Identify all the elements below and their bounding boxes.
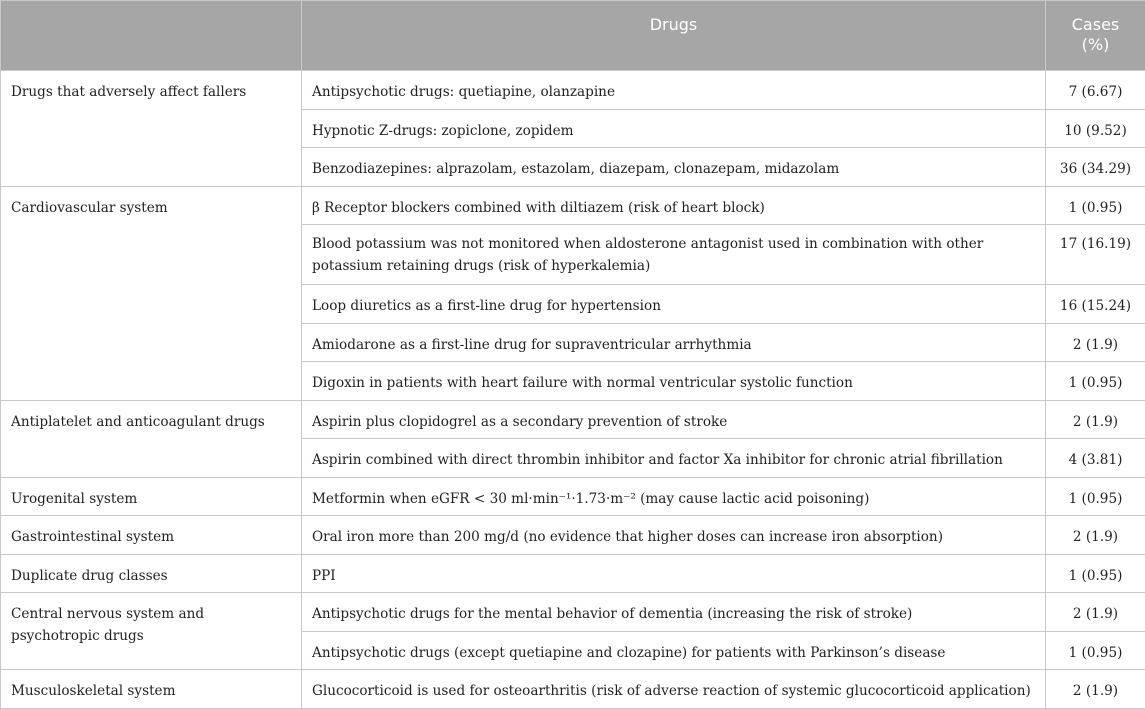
category-cell: Duplicate drug classes [1, 554, 302, 593]
table-row [1, 186, 1145, 225]
table-row [1, 516, 1145, 555]
drug-cell: Digoxin in patients with heart failure with normal ventricular systolic function [302, 362, 1046, 401]
cases-cell: 7 (6.67) [1046, 71, 1145, 110]
drug-cell: Benzodiazepines: alprazolam, estazolam, diazepam, clonazepam, midazolam [302, 148, 1046, 187]
header-row [1, 1, 1145, 71]
header-cases [1046, 1, 1145, 71]
table-row [1, 400, 1145, 439]
cases-cell: 16 (15.24) [1046, 285, 1145, 324]
header-cases-label: Cases (%) [1072, 15, 1120, 54]
table-row [1, 554, 1145, 593]
cases-cell: 17 (16.19) [1046, 225, 1145, 285]
category-cell: Central nervous system and psychotropic drugs [1, 593, 302, 670]
cases-cell: 2 (1.9) [1046, 516, 1145, 555]
table-row [1, 670, 1145, 709]
table-row [1, 477, 1145, 516]
drug-cell: Blood potassium was not monitored when aldosterone antagonist used in combination with other potassium retaining drugs (risk of hyperkalemia) [302, 225, 1046, 285]
cases-cell: 10 (9.52) [1046, 109, 1145, 148]
category-cell: Gastrointestinal system [1, 516, 302, 555]
cases-cell: 1 (0.95) [1046, 362, 1145, 401]
drug-cell: Antipsychotic drugs: quetiapine, olanzapine [302, 71, 1046, 110]
cases-cell: 2 (1.9) [1046, 670, 1145, 709]
category-cell: Urogenital system [1, 477, 302, 516]
category-cell: Musculoskeletal system [1, 670, 302, 709]
drug-cell: Antipsychotic drugs (except quetiapine and clozapine) for patients with Parkinson’s disease [302, 631, 1046, 670]
cases-cell: 1 (0.95) [1046, 477, 1145, 516]
drug-cell: PPI [302, 554, 1046, 593]
drug-cell: Oral iron more than 200 mg/d (no evidence that higher doses can increase iron absorption) [302, 516, 1046, 555]
drug-cell: Aspirin plus clopidogrel as a secondary prevention of stroke [302, 400, 1046, 439]
drug-cell: Loop diuretics as a first-line drug for hypertension [302, 285, 1046, 324]
drug-cell: Glucocorticoid is used for osteoarthritis (risk of adverse reaction of systemic glucocorticoid application) [302, 670, 1046, 709]
drug-cell: Metformin when eGFR < 30 ml·min⁻¹·1.73·m⁻² (may cause lactic acid poisoning) [302, 477, 1046, 516]
cases-cell: 4 (3.81) [1046, 439, 1145, 478]
category-cell: Drugs that adversely affect fallers [1, 71, 302, 187]
table-row [1, 593, 1145, 632]
drug-cell: β Receptor blockers combined with diltiazem (risk of heart block) [302, 186, 1046, 225]
cases-cell: 2 (1.9) [1046, 593, 1145, 632]
table-row [1, 71, 1145, 110]
header-drugs: Drugs [302, 1, 1046, 71]
category-cell: Cardiovascular system [1, 186, 302, 400]
drug-cell: Hypnotic Z-drugs: zopiclone, zopidem [302, 109, 1046, 148]
header-category [1, 1, 302, 71]
cases-cell: 1 (0.95) [1046, 554, 1145, 593]
drug-cell: Aspirin combined with direct thrombin inhibitor and factor Xa inhibitor for chronic atrial fibrillation [302, 439, 1046, 478]
cases-cell: 1 (0.95) [1046, 631, 1145, 670]
cases-cell: 2 (1.9) [1046, 323, 1145, 362]
cases-cell: 2 (1.9) [1046, 400, 1145, 439]
category-cell: Antiplatelet and anticoagulant drugs [1, 400, 302, 477]
cases-cell: 1 (0.95) [1046, 186, 1145, 225]
drug-cell: Antipsychotic drugs for the mental behavior of dementia (increasing the risk of stroke) [302, 593, 1046, 632]
drug-cell: Amiodarone as a first-line drug for supraventricular arrhythmia [302, 323, 1046, 362]
cases-cell: 36 (34.29) [1046, 148, 1145, 187]
